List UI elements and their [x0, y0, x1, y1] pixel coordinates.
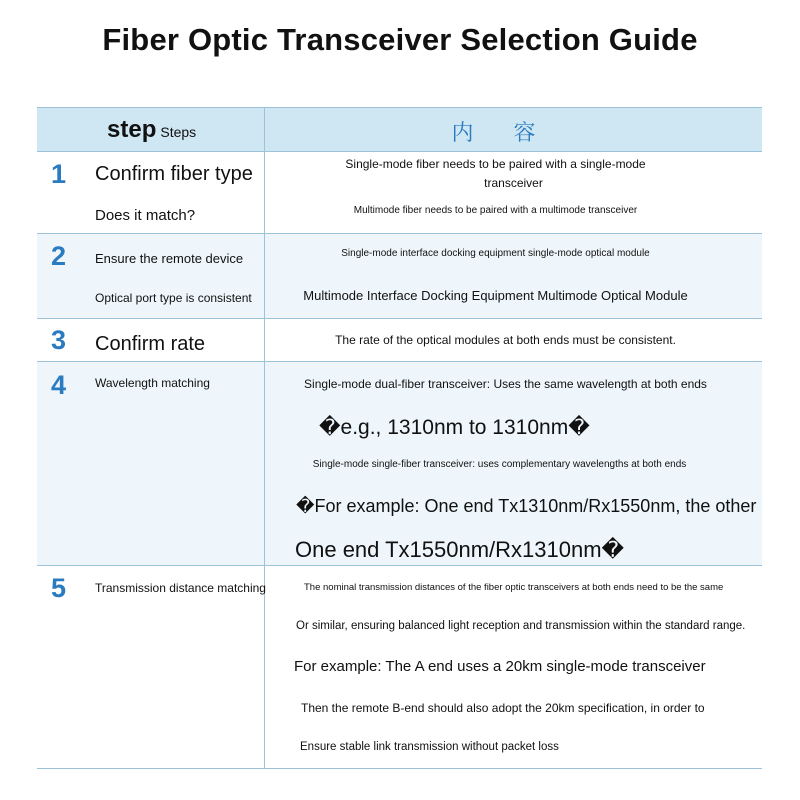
content-line: Single-mode dual-fiber transceiver: Uses the same wavelength at both ends	[304, 377, 707, 391]
step-number: 3	[51, 325, 67, 355]
content-line: Then the remote B-end should also adopt the 20km specification, in order to	[301, 701, 705, 715]
content-line: Multimode Interface Docking Equipment Multimode Optical Module	[303, 288, 688, 303]
content-line: �For example: One end Tx1310nm/Rx1550nm, the other	[296, 496, 757, 516]
step-subtitle: Does it match?	[95, 207, 196, 224]
content-line: The rate of the optical modules at both ends must be consistent.	[335, 333, 676, 347]
step-number: 1	[51, 159, 67, 189]
step-title: Wavelength matching	[95, 376, 210, 390]
content-line: Multimode fiber needs to be paired with a multimode transceiver	[353, 205, 638, 216]
content-line: Or similar, ensuring balanced light reception and transmission within the standard range.	[296, 620, 746, 632]
header-step-small: Steps	[160, 124, 197, 140]
content-line: The nominal transmission distances of the fiber optic transceivers at both ends need to be the same	[304, 582, 724, 593]
content-line: �e.g., 1310nm to 1310nm�	[319, 416, 590, 439]
content-line: Ensure stable link transmission without packet loss	[300, 741, 559, 753]
divider	[37, 565, 762, 566]
step-title: Confirm rate	[95, 333, 206, 355]
page-title: Fiber Optic Transceiver Selection Guide	[102, 22, 698, 57]
content-line: For example: The A end uses a 20km single-mode transceiver	[294, 658, 706, 675]
selection-guide-table	[37, 107, 762, 769]
content-line: Single-mode single-fiber transceiver: uses complementary wavelengths at both ends	[312, 459, 687, 470]
header-step-big: step	[107, 116, 157, 143]
row-2-shade	[37, 234, 762, 318]
step-number: 4	[51, 370, 67, 400]
content-line: One end Tx1550nm/Rx1310nm�	[295, 537, 625, 562]
step-subtitle: Optical port type is consistent	[95, 291, 252, 305]
table-header	[37, 108, 762, 151]
step-number: 2	[51, 241, 67, 271]
step-title: Transmission distance matching	[95, 581, 266, 595]
step-title: Ensure the remote device	[95, 251, 244, 266]
header-content: 内容	[451, 120, 576, 145]
content-line: Single-mode interface docking equipment single-mode optical module	[341, 248, 650, 259]
step-number: 5	[51, 573, 67, 603]
divider	[37, 361, 762, 362]
content-line: transceiver	[484, 176, 543, 190]
header-steps	[107, 116, 196, 144]
divider	[37, 151, 762, 152]
divider	[37, 768, 762, 769]
divider	[37, 233, 762, 234]
step-title: Confirm fiber type	[95, 163, 253, 185]
content-line: Single-mode fiber needs to be paired with a single-mode	[345, 157, 646, 171]
divider	[37, 318, 762, 319]
